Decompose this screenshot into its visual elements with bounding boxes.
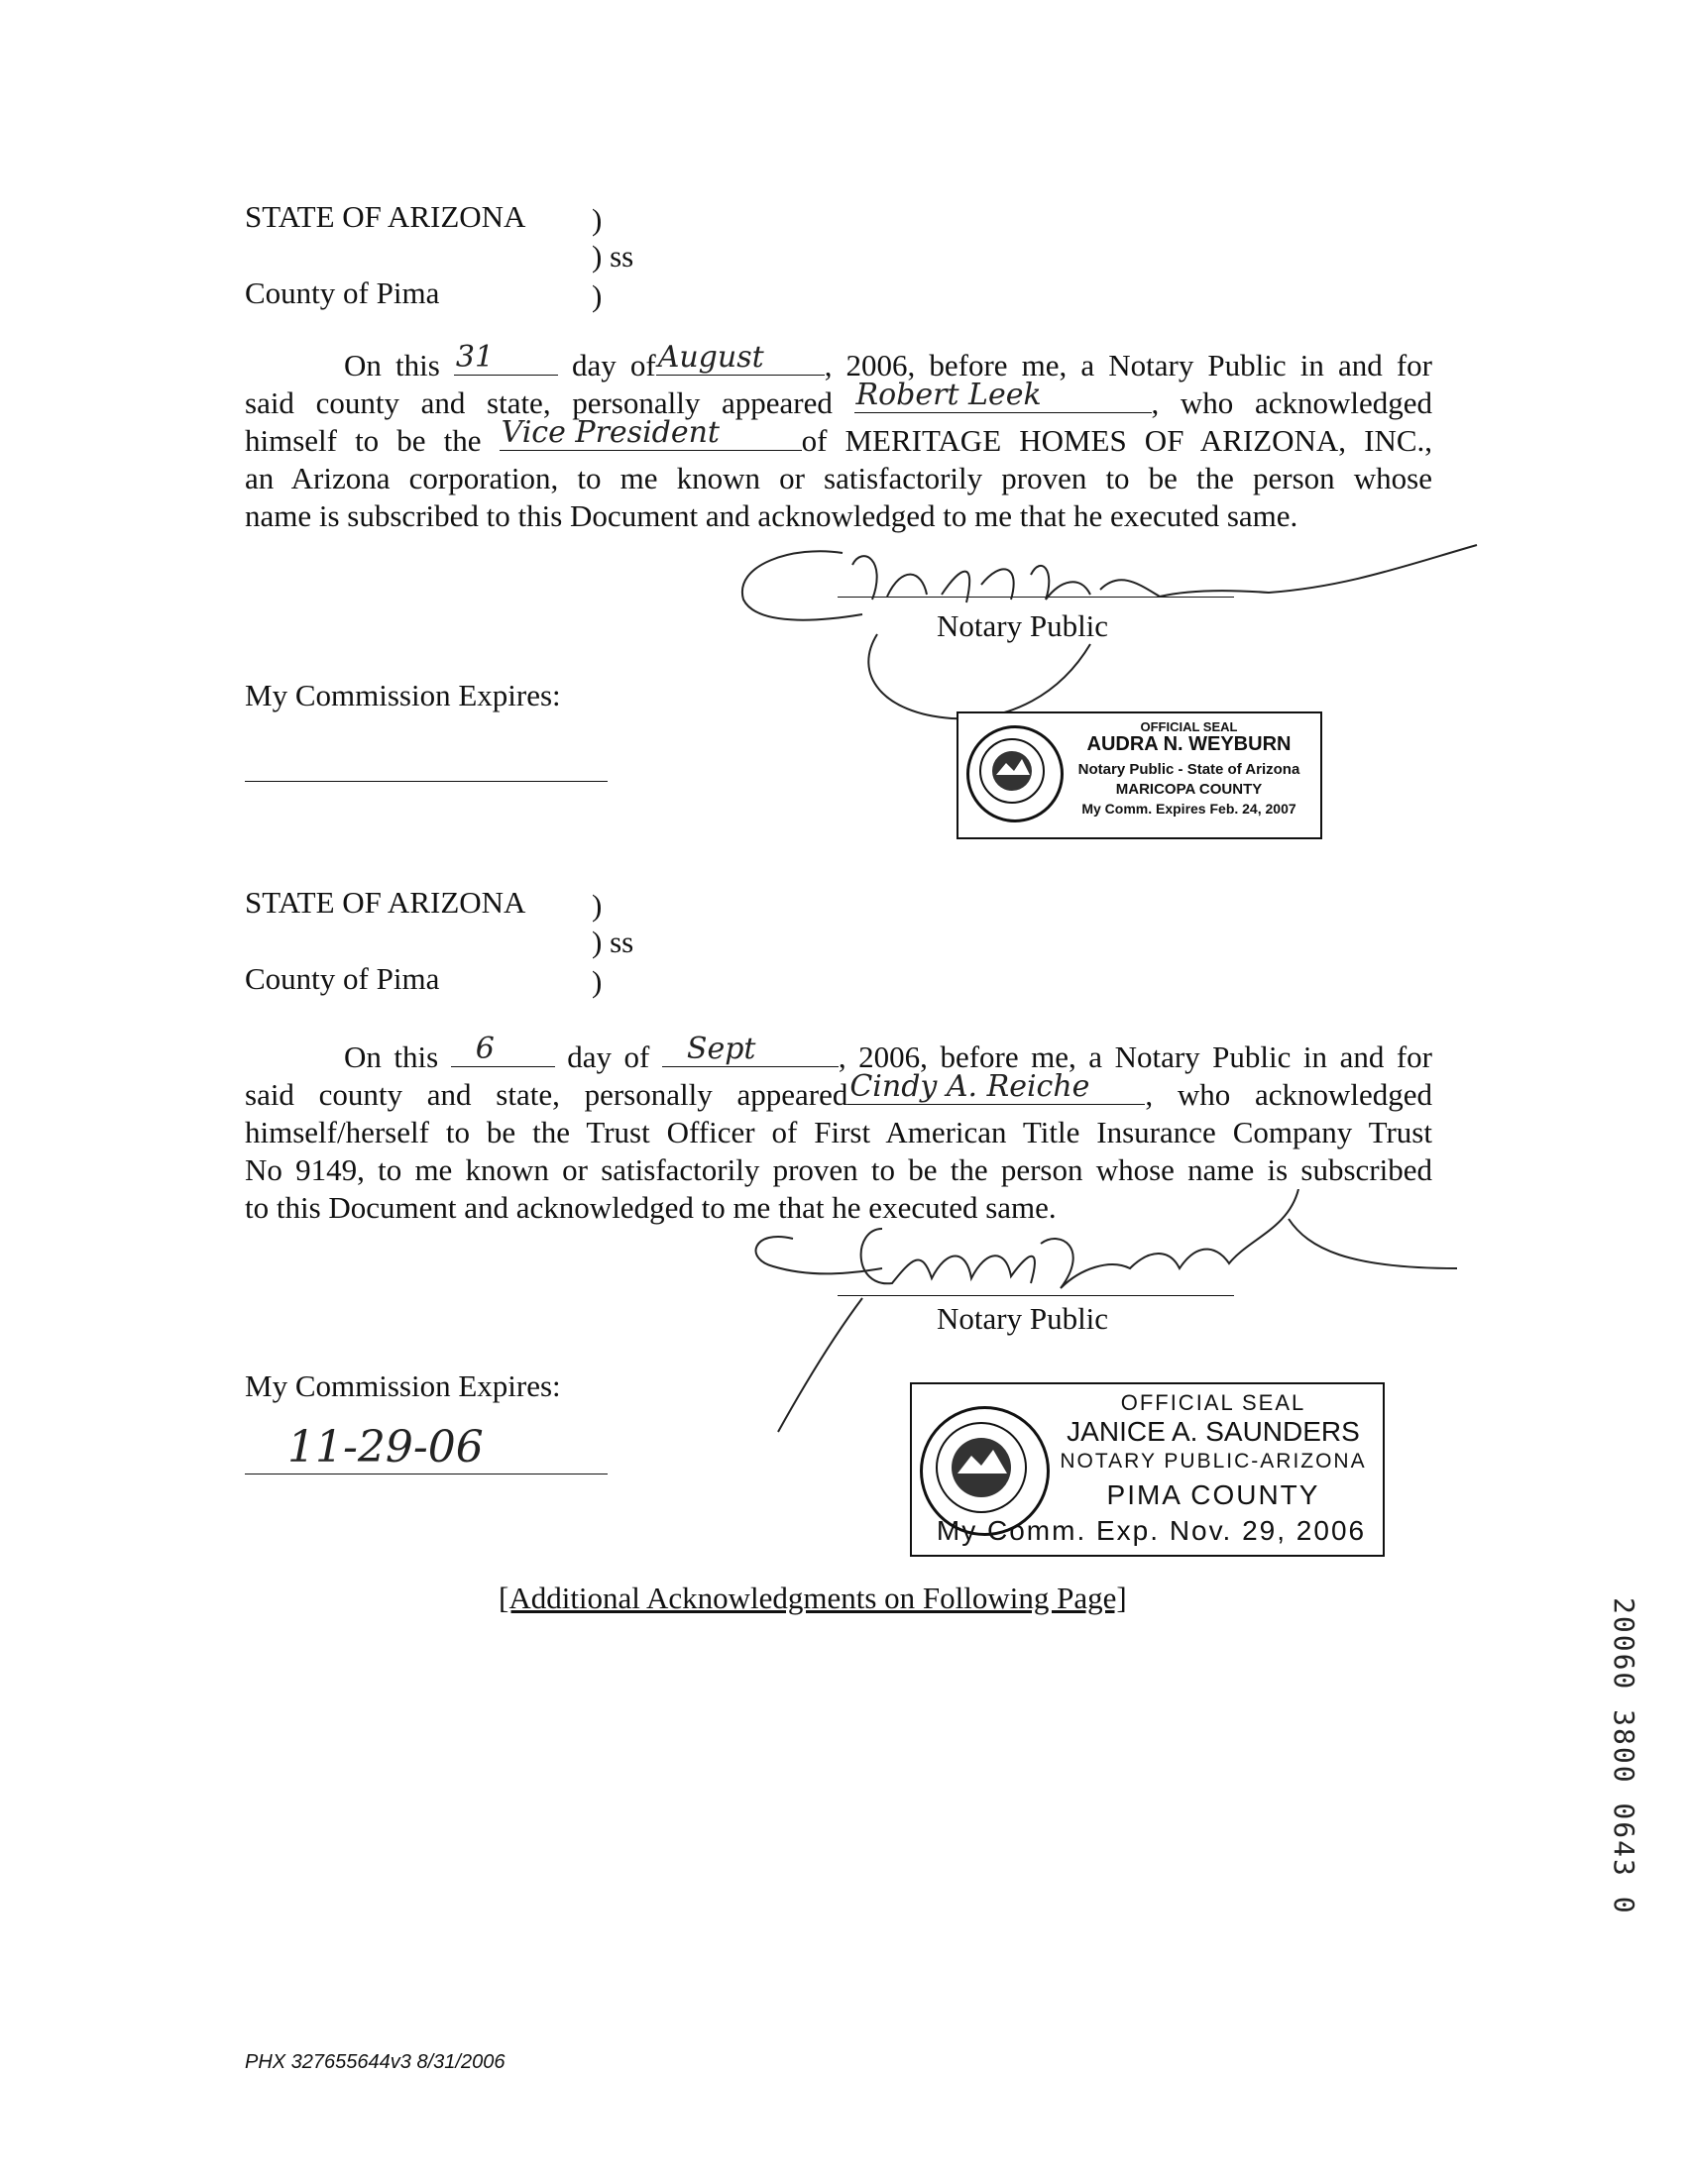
seal-name-2: JANICE A. SAUNDERS	[1067, 1416, 1360, 1447]
seal-line1-2: NOTARY PUBLIC-ARIZONA	[1060, 1450, 1367, 1473]
additional-acknowledgments-note: [Additional Acknowledgments on Following Page]	[499, 1581, 1127, 1615]
venue-paren-1: )	[592, 202, 603, 237]
seal-line2-2: PIMA COUNTY	[1106, 1479, 1320, 1510]
para-line-4: an Arizona corporation, to me known or satisfactorily proven to be the person whose	[245, 461, 1432, 495]
handwritten-day: 31	[455, 340, 495, 375]
commission-blank-1	[245, 781, 608, 782]
appeared-text: said county and state, personally appeared	[245, 385, 833, 420]
title-blank	[500, 415, 802, 451]
notary-seal-2	[910, 1382, 1385, 1557]
county-heading-2: County of Pima	[245, 961, 440, 996]
seal-header-1: OFFICIAL SEAL	[1140, 719, 1238, 734]
handwritten-title: Vice President	[501, 415, 720, 450]
name-blank	[854, 378, 1152, 413]
on-this-label-2: On this	[344, 1039, 439, 1074]
venue-paren-1b: )	[592, 888, 603, 923]
state-heading-2: STATE OF ARIZONA	[245, 885, 526, 920]
acknowledged-text-2: , who acknowledged	[1145, 1077, 1432, 1112]
state-heading-1: STATE OF ARIZONA	[245, 199, 526, 234]
seal-line3-1: My Comm. Expires Feb. 24, 2007	[1081, 801, 1296, 817]
seal-header-2: OFFICIAL SEAL	[1120, 1390, 1306, 1415]
day-blank	[454, 340, 558, 376]
venue-paren-3: )	[592, 278, 603, 313]
handwritten-day-2: 6	[475, 1032, 495, 1066]
month-blank	[656, 340, 825, 376]
arizona-seal-icon	[966, 725, 1064, 822]
para-line-5: name is subscribed to this Document and acknowledged to me that he executed same.	[245, 498, 1298, 533]
acknowledged-text: , who acknowledged	[1151, 385, 1432, 420]
notary-public-label-1: Notary Public	[937, 608, 1109, 643]
venue-paren-3b: )	[592, 964, 603, 999]
county-heading-1: County of Pima	[245, 275, 440, 310]
appeared-text-2: said county and state, personally appeared	[245, 1077, 848, 1112]
day-of-label-2: day of	[567, 1039, 650, 1074]
handwritten-name-2: Cindy A. Reiche	[849, 1069, 1090, 1104]
on-this-label: On this	[344, 348, 440, 382]
handwritten-name: Robert Leek	[855, 378, 1042, 412]
seal-line2-1: MARICOPA COUNTY	[1115, 781, 1263, 798]
company-text: of MERITAGE HOMES OF ARIZONA, INC.,	[801, 423, 1433, 458]
year-text-2: , 2006, before me, a Notary Public in and for	[838, 1039, 1433, 1074]
year-text: , 2006, before me, a Notary Public in and for	[824, 348, 1432, 382]
seal-name-1: AUDRA N. WEYBURN	[1086, 733, 1292, 755]
day-of-label: day of	[572, 348, 656, 382]
recording-number: 20060 3800 0643 0	[1608, 1597, 1640, 1915]
himself-text: himself to be the	[245, 423, 482, 458]
para2-line-3: himself/herself to be the Trust Officer of First American Title Insurance Company Trust	[245, 1115, 1432, 1149]
handwritten-expiration: 11-29-06	[287, 1422, 484, 1473]
month-blank-2	[662, 1032, 839, 1067]
seal-line1-1: Notary Public - State of Arizona	[1077, 761, 1300, 778]
para2-line-5: to this Document and acknowledged to me that he executed same.	[245, 1190, 1057, 1225]
document-code-footer: PHX 327655644v3 8/31/2006	[245, 2051, 506, 2073]
para2-line-4: No 9149, to me known or satisfactorily proven to be the person whose name is subscribed	[245, 1152, 1432, 1187]
name-blank-2	[847, 1069, 1145, 1105]
acknowledgment-paragraph-1	[245, 340, 1433, 535]
seal-line3-2: My Comm. Exp. Nov. 29, 2006	[936, 1515, 1367, 1546]
venue-ss-2: ) ss	[592, 925, 634, 959]
venue-ss-1: ) ss	[592, 239, 634, 273]
notary-public-label-2: Notary Public	[937, 1301, 1109, 1336]
notary-seal-1	[957, 711, 1322, 839]
day-blank-2	[451, 1032, 555, 1067]
commission-label-2: My Commission Expires:	[245, 1368, 561, 1403]
handwritten-month-2: Sept	[686, 1032, 756, 1066]
handwritten-month: August	[657, 340, 764, 375]
commission-label-1: My Commission Expires:	[245, 678, 561, 712]
